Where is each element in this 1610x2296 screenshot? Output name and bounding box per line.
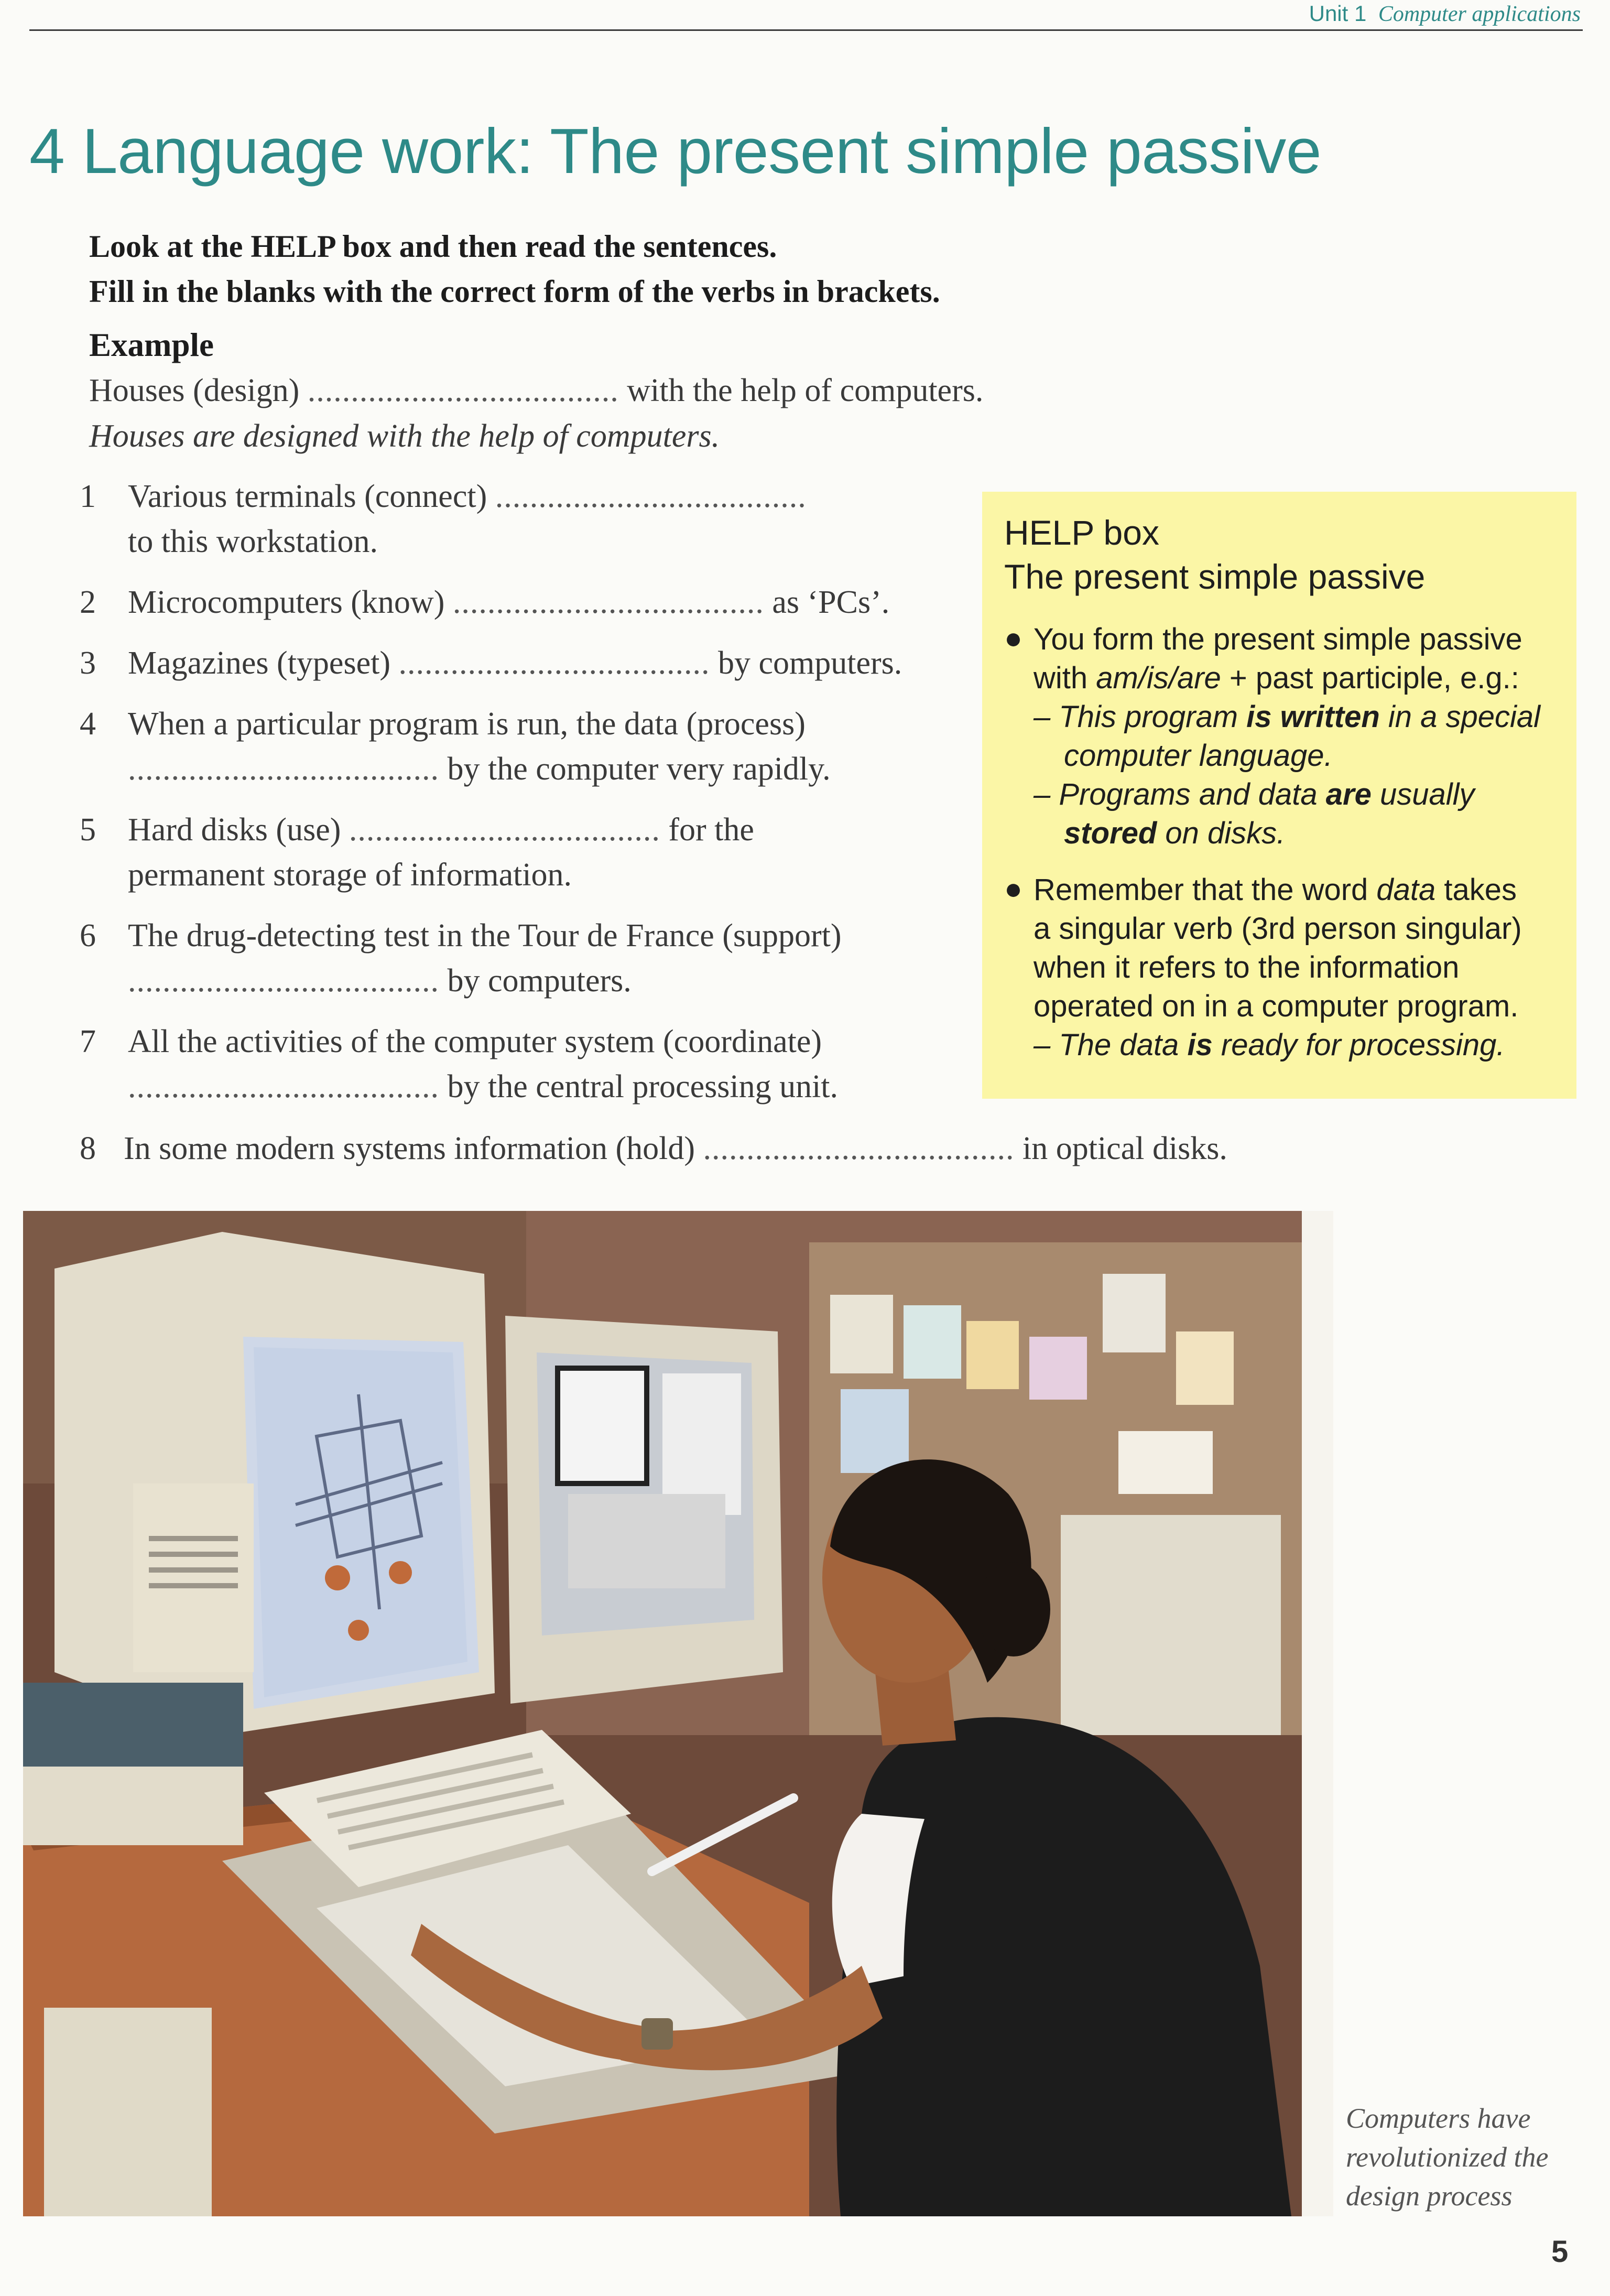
- exercise-text-end: for the: [668, 812, 754, 848]
- help-bullet-1-line-1: You form the present simple passive: [1034, 622, 1522, 656]
- caption-line: design process: [1346, 2180, 1513, 2212]
- answer-blank: ....................................: [128, 1069, 439, 1104]
- help-example-2-line-2: [1064, 816, 1285, 851]
- bullet-icon: ●: [1004, 872, 1023, 906]
- exercise-number: 2: [80, 584, 96, 620]
- exercise-1-line-1: [128, 478, 807, 515]
- help-bullet-2-line-4: operated on in a computer program.: [1034, 989, 1519, 1023]
- answer-blank: ....................................: [307, 373, 619, 408]
- text: in a special: [1379, 700, 1541, 734]
- text: Remember that the word: [1034, 873, 1377, 907]
- answer-blank: ....................................: [349, 812, 660, 848]
- exercise-number: 5: [80, 812, 96, 848]
- exercise-text: Magazines (typeset): [128, 645, 390, 681]
- photo-caption: [1346, 2099, 1548, 2215]
- caption-line: Computers have: [1346, 2103, 1531, 2134]
- text-bold: is: [1187, 1028, 1213, 1062]
- exercise-5-line-2: permanent storage of information.: [128, 857, 572, 893]
- help-box: [982, 492, 1576, 1099]
- text-bold: stored: [1064, 816, 1157, 850]
- help-box-title: HELP box: [1004, 513, 1159, 552]
- unit-label: Unit 1: [1309, 1, 1367, 26]
- help-bullet-2-line-3: when it refers to the information: [1034, 950, 1460, 984]
- text-bold: are: [1325, 777, 1372, 811]
- answer-blank: ....................................: [128, 751, 439, 787]
- exercise-6-line-2: [128, 962, 632, 1000]
- exercise-text: Microcomputers (know): [128, 584, 445, 620]
- text-italic: am/is/are: [1096, 661, 1221, 695]
- exercise-text-end: by the central processing unit.: [447, 1069, 839, 1104]
- example-sentence: [89, 372, 983, 409]
- example-heading: Example: [89, 327, 214, 363]
- exercise-number: 7: [80, 1024, 96, 1059]
- instruction-line-2: Fill in the blanks with the correct form of the verbs in brackets.: [89, 274, 940, 309]
- help-box-subtitle: The present simple passive: [1004, 557, 1426, 596]
- exercise-number: 3: [80, 645, 96, 681]
- example-answer: Houses are designed with the help of computers.: [89, 418, 720, 454]
- bullet-icon: ●: [1004, 621, 1023, 655]
- exercise-text: Various terminals (connect): [128, 479, 487, 514]
- text: with: [1034, 661, 1096, 695]
- exercise-number: 6: [80, 918, 96, 954]
- text: on disks.: [1157, 816, 1286, 850]
- text: usually: [1371, 777, 1475, 811]
- exercise-number: 8: [80, 1131, 96, 1166]
- answer-blank: ....................................: [703, 1131, 1015, 1166]
- exercise-7-line-1: All the activities of the computer system (coordinate): [128, 1024, 822, 1059]
- exercise-3-line: [128, 645, 902, 682]
- example-sentence-end: with the help of computers.: [627, 373, 984, 408]
- help-bullet-1-line-2: [1034, 660, 1519, 696]
- section-title: 4 Language work: The present simple passive: [29, 115, 1322, 187]
- text: ready for processing.: [1212, 1028, 1505, 1062]
- instruction-line-1: Look at the HELP box and then read the sentences.: [89, 229, 777, 264]
- exercise-4-line-2: [128, 751, 831, 788]
- running-header: [1309, 1, 1581, 27]
- exercise-6-line-1: The drug-detecting test in the Tour de France (support): [128, 918, 842, 954]
- help-example-1-line-2: computer language.: [1064, 739, 1333, 773]
- unit-subtitle: Computer applications: [1378, 2, 1581, 26]
- text: – This program: [1034, 700, 1247, 734]
- exercise-7-line-2: [128, 1068, 838, 1106]
- text: – The data: [1034, 1028, 1188, 1062]
- exercise-2-line: [128, 584, 889, 621]
- exercise-text: Hard disks (use): [128, 812, 341, 848]
- exercise-text-end: by computers.: [717, 645, 902, 681]
- exercise-1-line-2: to this workstation.: [128, 524, 378, 559]
- answer-blank: ....................................: [495, 479, 807, 514]
- exercise-text-end: by computers.: [447, 963, 632, 999]
- caption-line: revolutionized the: [1346, 2141, 1549, 2173]
- text: + past participle, e.g.:: [1221, 661, 1519, 695]
- help-example-3: [1034, 1027, 1505, 1063]
- exercise-text-end: as ‘PCs’.: [772, 584, 890, 620]
- text: – Programs and data: [1034, 777, 1326, 811]
- help-bullet-2-line-1: [1034, 872, 1517, 907]
- workstation-photo: [23, 1211, 1333, 2216]
- answer-blank: ....................................: [452, 584, 764, 620]
- text-bold: is written: [1246, 700, 1380, 734]
- help-example-1-line-1: [1034, 699, 1540, 734]
- exercise-number: 1: [80, 479, 96, 514]
- exercise-text-end: by the computer very rapidly.: [447, 751, 831, 787]
- help-example-2-line-1: [1034, 777, 1475, 812]
- exercise-number: 4: [80, 706, 96, 742]
- answer-blank: ....................................: [128, 963, 439, 999]
- exercise-8-line: [124, 1130, 1227, 1167]
- example-sentence-start: Houses (design): [89, 373, 300, 408]
- text-italic: data: [1376, 873, 1436, 907]
- help-bullet-2-line-2: a singular verb (3rd person singular): [1034, 912, 1522, 946]
- exercise-text: In some modern systems information (hold): [124, 1131, 695, 1166]
- exercise-5-line-1: [128, 811, 754, 849]
- page-number: 5: [1551, 2235, 1569, 2269]
- answer-blank: ....................................: [398, 645, 710, 681]
- photo-illustration: [23, 1211, 1333, 2216]
- exercise-text-end: in optical disks.: [1022, 1131, 1227, 1166]
- header-rule: [29, 29, 1583, 31]
- text: takes: [1435, 873, 1517, 907]
- exercise-4-line-1: When a particular program is run, the data (process): [128, 706, 806, 742]
